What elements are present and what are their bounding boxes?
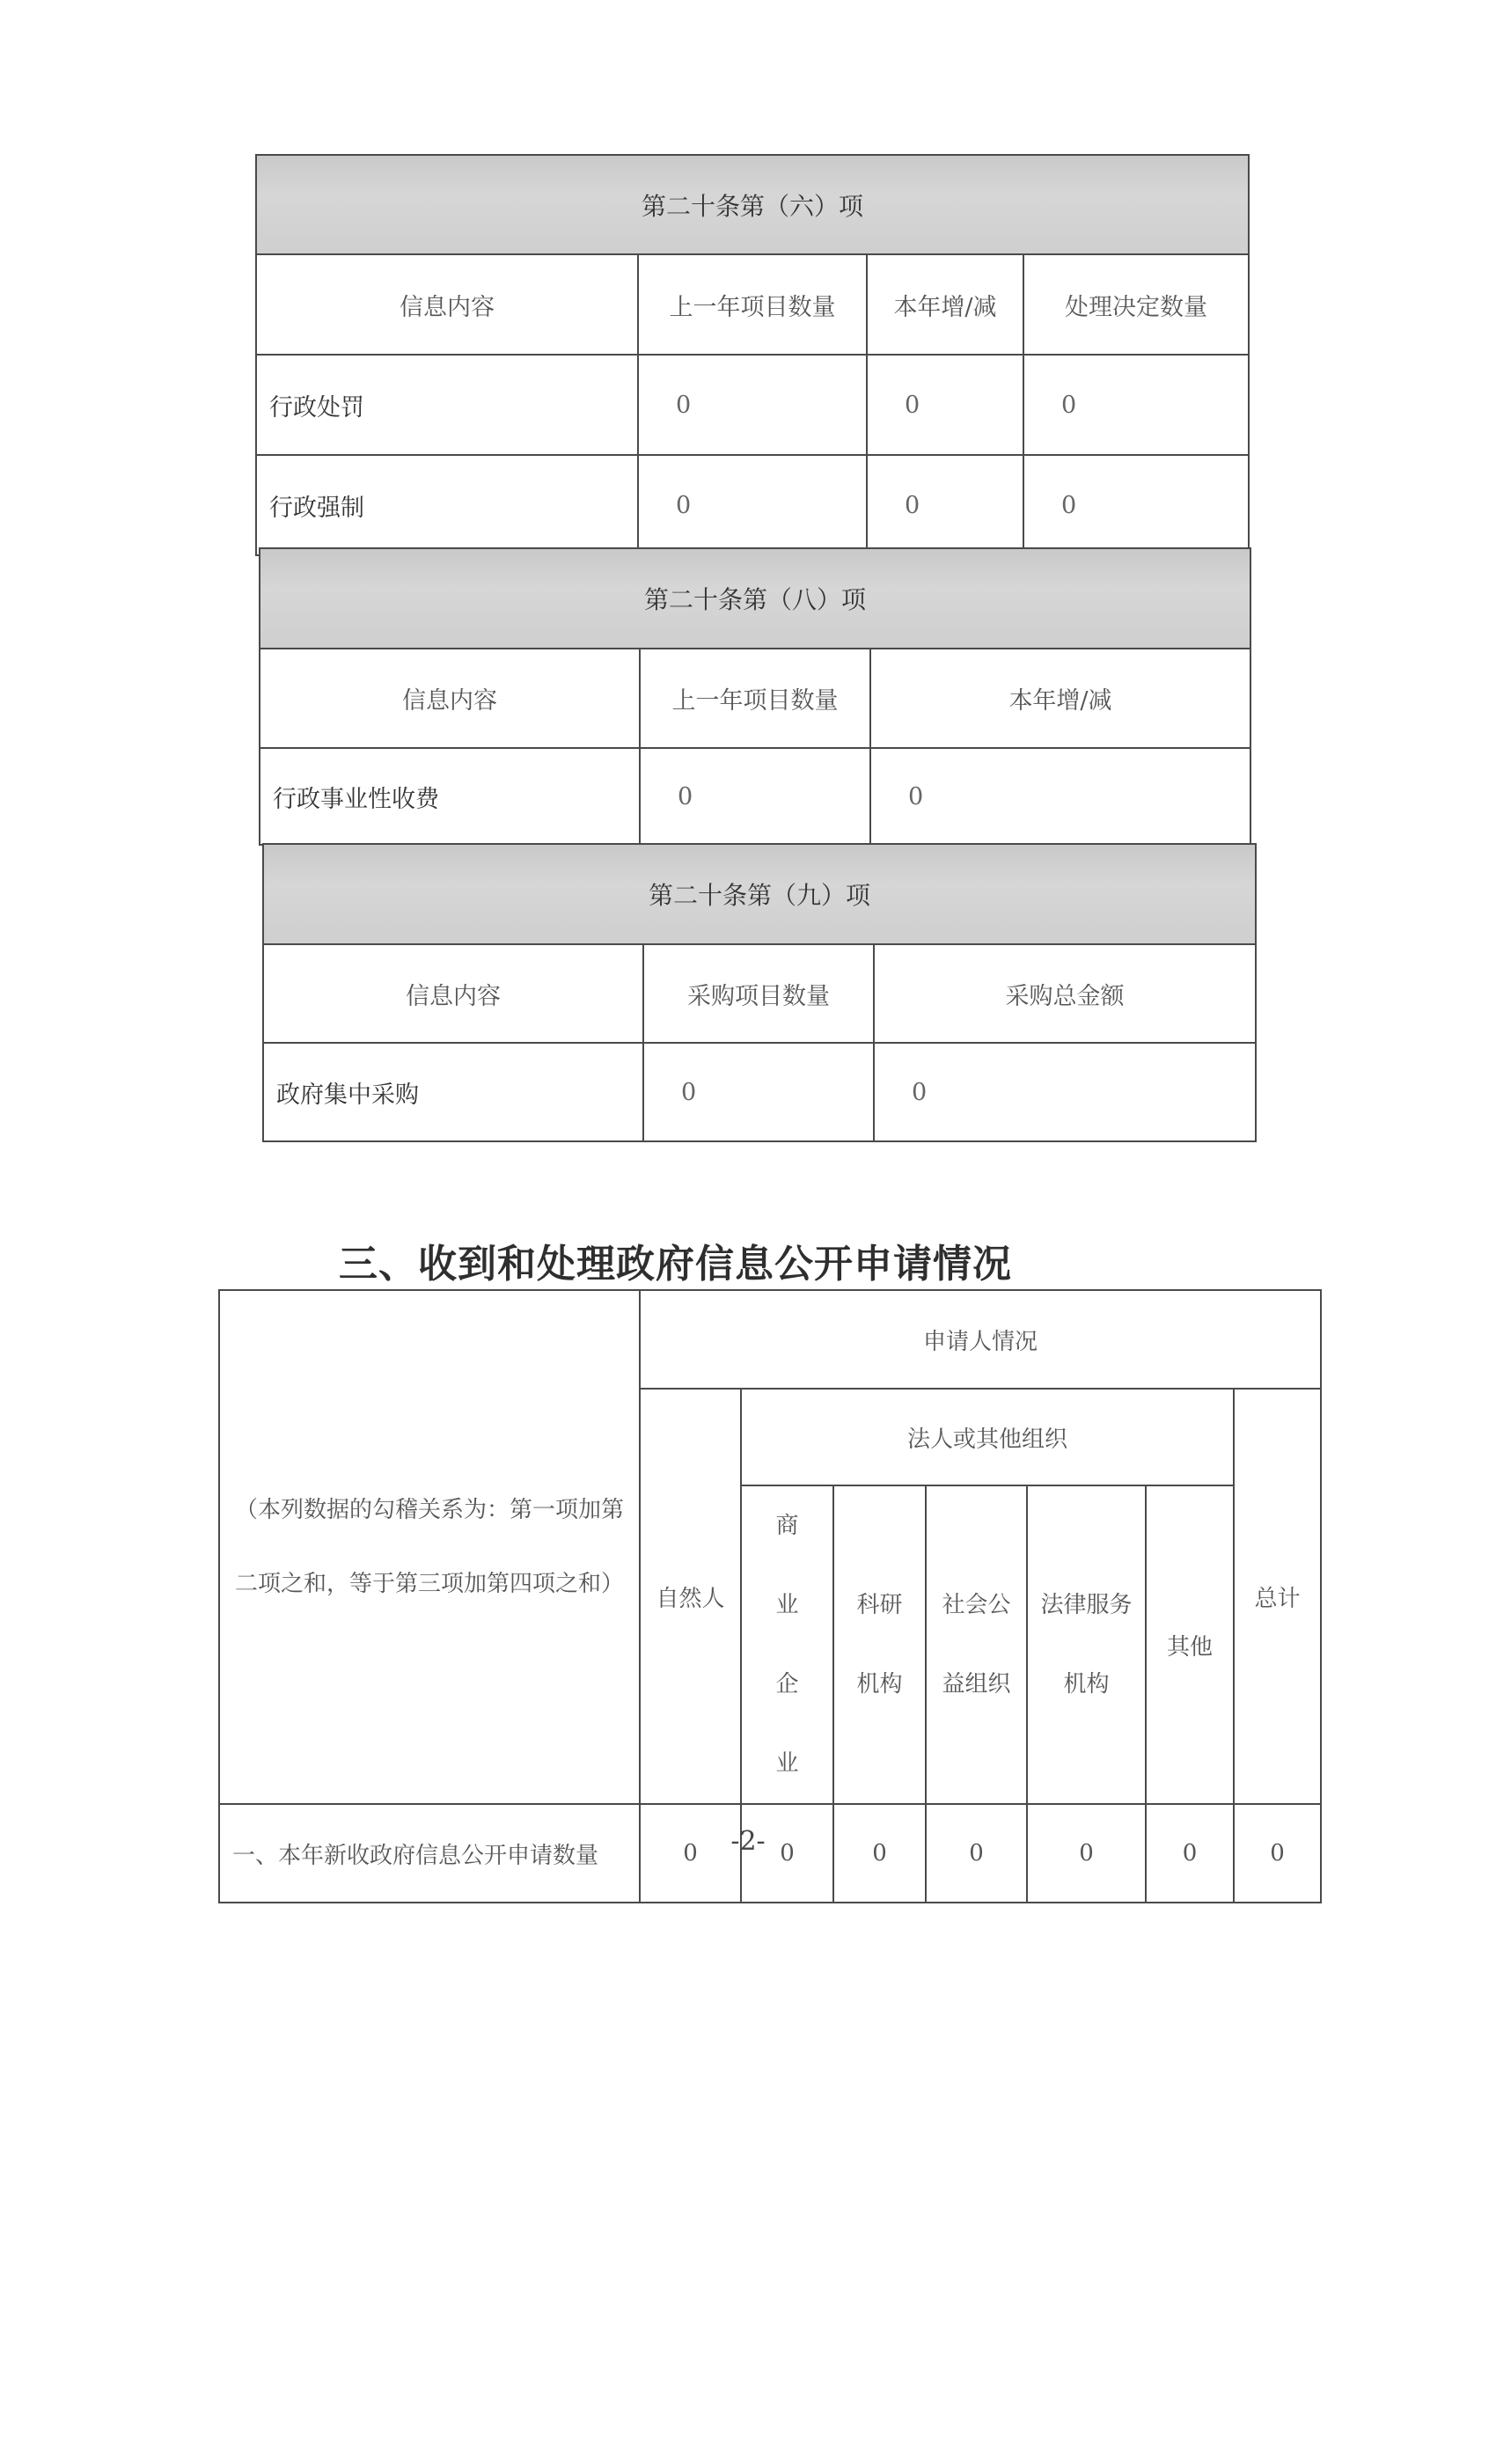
cell-value: 0 [1027,1804,1146,1903]
header-prev-year-count: 上一年项目数量 [640,649,870,748]
cell-value: 0 [638,355,867,455]
table-row [263,1043,1256,1141]
cell-value: 0 [1023,355,1249,455]
row-label: 一、本年新收政府信息公开申请数量 [219,1804,640,1903]
header-total: 总计 [1234,1389,1321,1804]
cell-value: 0 [926,1804,1027,1903]
cell-value: 0 [867,455,1023,555]
table-row [260,748,1250,845]
cell-value: 0 [867,355,1023,455]
table-row [256,355,1249,455]
page-number: -2- [730,1826,766,1857]
cell-value: 0 [638,455,867,555]
header-year-change: 本年增/减 [870,649,1250,748]
row-label: 行政事业性收费 [260,748,640,845]
header-info-content: 信息内容 [263,944,643,1043]
cell-value: 0 [870,748,1250,845]
table-article-20-item-9 [262,843,1257,1142]
relation-note: （本列数据的勾稽关系为：第一项加第二项之和，等于第三项加第四项之和） [219,1290,640,1804]
row-label: 行政处罚 [256,355,638,455]
section-band: 第二十条第（九）项 [263,844,1256,944]
cell-value: 0 [833,1804,926,1903]
section-heading: 三、收到和处理政府信息公开申请情况 [339,1242,1012,1287]
header-info-content: 信息内容 [260,649,640,748]
header-purchase-count: 采购项目数量 [643,944,874,1043]
header-legal-service: 法律服务机构 [1027,1485,1146,1804]
cell-value: 0 [643,1043,874,1141]
cell-value: 0 [874,1043,1256,1141]
header-business: 商业企业 [741,1485,833,1804]
table-article-20-item-6 [255,154,1250,556]
header-applicant: 申请人情况 [640,1290,1321,1389]
header-natural-person: 自然人 [640,1389,741,1804]
header-prev-year-count: 上一年项目数量 [638,254,867,355]
table-applications [218,1289,1322,1903]
header-purchase-amount: 采购总金额 [874,944,1256,1043]
row-label: 行政强制 [256,455,638,555]
cell-value: 0 [1234,1804,1321,1903]
cell-value: 0 [1023,455,1249,555]
cell-value: 0 [640,1804,741,1903]
section-band: 第二十条第（六）项 [256,155,1249,254]
header-legal-entity: 法人或其他组织 [741,1389,1234,1485]
cell-value: 0 [640,748,870,845]
table-article-20-item-8 [259,547,1251,846]
header-info-content: 信息内容 [256,254,638,355]
section-band: 第二十条第（八）项 [260,548,1250,649]
header-decision-count: 处理决定数量 [1023,254,1249,355]
header-other: 其他 [1146,1485,1234,1804]
row-label: 政府集中采购 [263,1043,643,1141]
table-row [256,455,1249,555]
header-public-welfare: 社会公益组织 [926,1485,1027,1804]
cell-value: 0 [741,1804,833,1903]
header-research: 科研机构 [833,1485,926,1804]
cell-value: 0 [1146,1804,1234,1903]
header-year-change: 本年增/减 [867,254,1023,355]
